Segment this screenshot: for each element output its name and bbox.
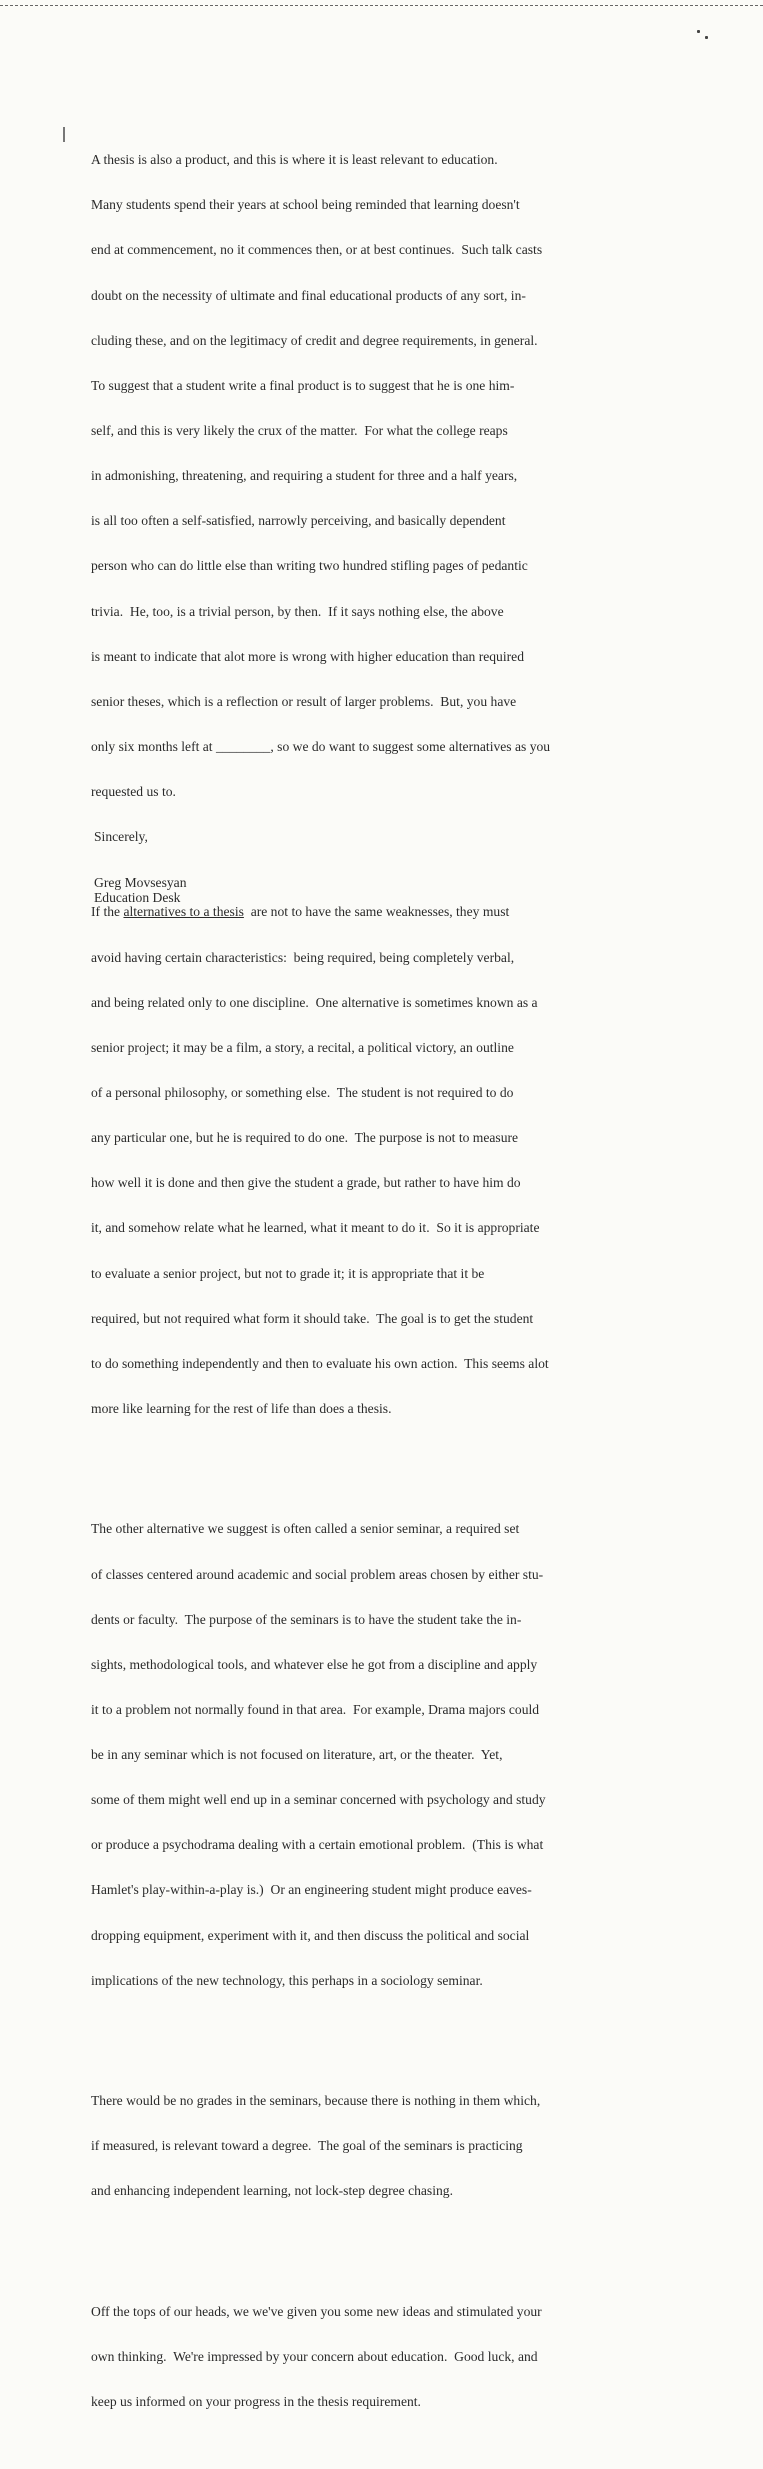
text-line: how well it is done and then give the student a grade, but rather to have him do — [91, 1175, 521, 1191]
text-line: is all too often a self-satisfied, narrowly perceiving, and basically dependent — [91, 513, 506, 529]
text-line: Many students spend their years at school being reminded that learning doesn't — [91, 197, 520, 213]
text-line: of classes centered around academic and social problem areas chosen by either stu- — [91, 1566, 544, 1582]
scan-speck — [705, 36, 708, 39]
signature-title: Education Desk — [94, 890, 181, 905]
text-line: dents or faculty. The purpose of the seminars is to have the student take the in- — [91, 1611, 522, 1627]
text-line: and enhancing independent learning, not lock-step degree chasing. — [91, 2183, 453, 2199]
text-line: be in any seminar which is not focused on literature, art, or the theater. Yet, — [91, 1747, 503, 1763]
paragraph-alternatives — [91, 874, 741, 1446]
text-line: trivia. He, too, is a trivial person, by then. If it says nothing else, the above — [91, 603, 504, 619]
text-line: doubt on the necessity of ultimate and final educational products of any sort, in- — [91, 287, 526, 303]
text-line: A thesis is also a product, and this is where it is least relevant to education. — [91, 152, 498, 168]
text-line: cluding these, and on the legitimacy of credit and degree requirements, in general. — [91, 332, 538, 348]
text-line: sights, methodological tools, and whatever else he got from a discipline and apply — [91, 1656, 538, 1672]
text-line: in admonishing, threatening, and requiring a student for three and a half years, — [91, 468, 518, 484]
text-line: dropping equipment, experiment with it, and then discuss the political and social — [91, 1927, 530, 1943]
text-line: or produce a psychodrama dealing with a certain emotional problem. (This is what — [91, 1837, 544, 1853]
text-line: end at commencement, no it commences then, or at best continues. Such talk casts — [91, 242, 543, 258]
text-line: self, and this is very likely the crux of the matter. For what the college reaps — [91, 423, 508, 439]
paragraph-no-grades — [91, 2063, 741, 2229]
underlined-phrase: alternatives to a thesis — [123, 904, 244, 920]
text-line: avoid having certain characteristics: being required, being completely verbal, — [91, 949, 515, 965]
text-line: only six months left at ________, so we do want to suggest some alternatives as you — [91, 739, 551, 755]
paragraph-senior-seminar — [91, 1491, 741, 2018]
letter-body — [91, 92, 741, 2469]
paragraph-good-luck — [91, 2274, 741, 2440]
text-line: implications of the new technology, this perhaps in a sociology seminar. — [91, 1972, 483, 1988]
page-top-edge — [0, 0, 763, 6]
text-line: keep us informed on your progress in the thesis requirement. — [91, 2393, 421, 2409]
scan-speck — [697, 30, 700, 33]
paragraph-thesis-product — [91, 122, 741, 829]
text-line: if measured, is relevant toward a degree. The goal of the seminars is practicing — [91, 2138, 523, 2154]
text-line: If the alternatives to a thesis are not to have the same weaknesses, they must — [91, 904, 510, 920]
signature-name: Greg Movsesyan — [94, 875, 187, 890]
text-line: any particular one, but he is required to do one. The purpose is not to measure — [91, 1130, 519, 1146]
text-line: and being related only to one discipline. One alternative is sometimes known as a — [91, 994, 538, 1010]
text-line: Off the tops of our heads, we we've given you some new ideas and stimulated your — [91, 2303, 542, 2319]
text-line: requested us to. — [91, 784, 176, 800]
text-line: to evaluate a senior project, but not to grade it; it is appropriate that it be — [91, 1265, 485, 1281]
text-line: senior theses, which is a reflection or result of larger problems. But, you have — [91, 693, 517, 709]
margin-mark — [63, 127, 65, 142]
closing-salutation: Sincerely, — [94, 829, 148, 844]
text-line: person who can do little else than writing two hundred stifling pages of pedantic — [91, 558, 528, 574]
text-line: it to a problem not normally found in that area. For example, Drama majors could — [91, 1701, 540, 1717]
text-line: Hamlet's play-within-a-play is.) Or an engineering student might produce eaves- — [91, 1882, 532, 1898]
text-line: senior project; it may be a film, a story, a recital, a political victory, an outline — [91, 1039, 514, 1055]
text-line: required, but not required what form it should take. The goal is to get the student — [91, 1310, 534, 1326]
text-line: of a personal philosophy, or something else. The student is not required to do — [91, 1085, 514, 1101]
text-line: it, and somehow relate what he learned, what it meant to do it. So it is appropriate — [91, 1220, 540, 1236]
text-line: own thinking. We're impressed by your concern about education. Good luck, and — [91, 2348, 538, 2364]
text-line: To suggest that a student write a final product is to suggest that he is one him- — [91, 377, 515, 393]
text-line: to do something independently and then to evaluate his own action. This seems alot — [91, 1355, 549, 1371]
text-line: more like learning for the rest of life than does a thesis. — [91, 1401, 392, 1417]
text-line: is meant to indicate that alot more is wrong with higher education than required — [91, 648, 524, 664]
text-line: There would be no grades in the seminars, because there is nothing in them which, — [91, 2093, 541, 2109]
text-line: some of them might well end up in a seminar concerned with psychology and study — [91, 1792, 546, 1808]
text-line: The other alternative we suggest is often called a senior seminar, a required set — [91, 1521, 520, 1537]
